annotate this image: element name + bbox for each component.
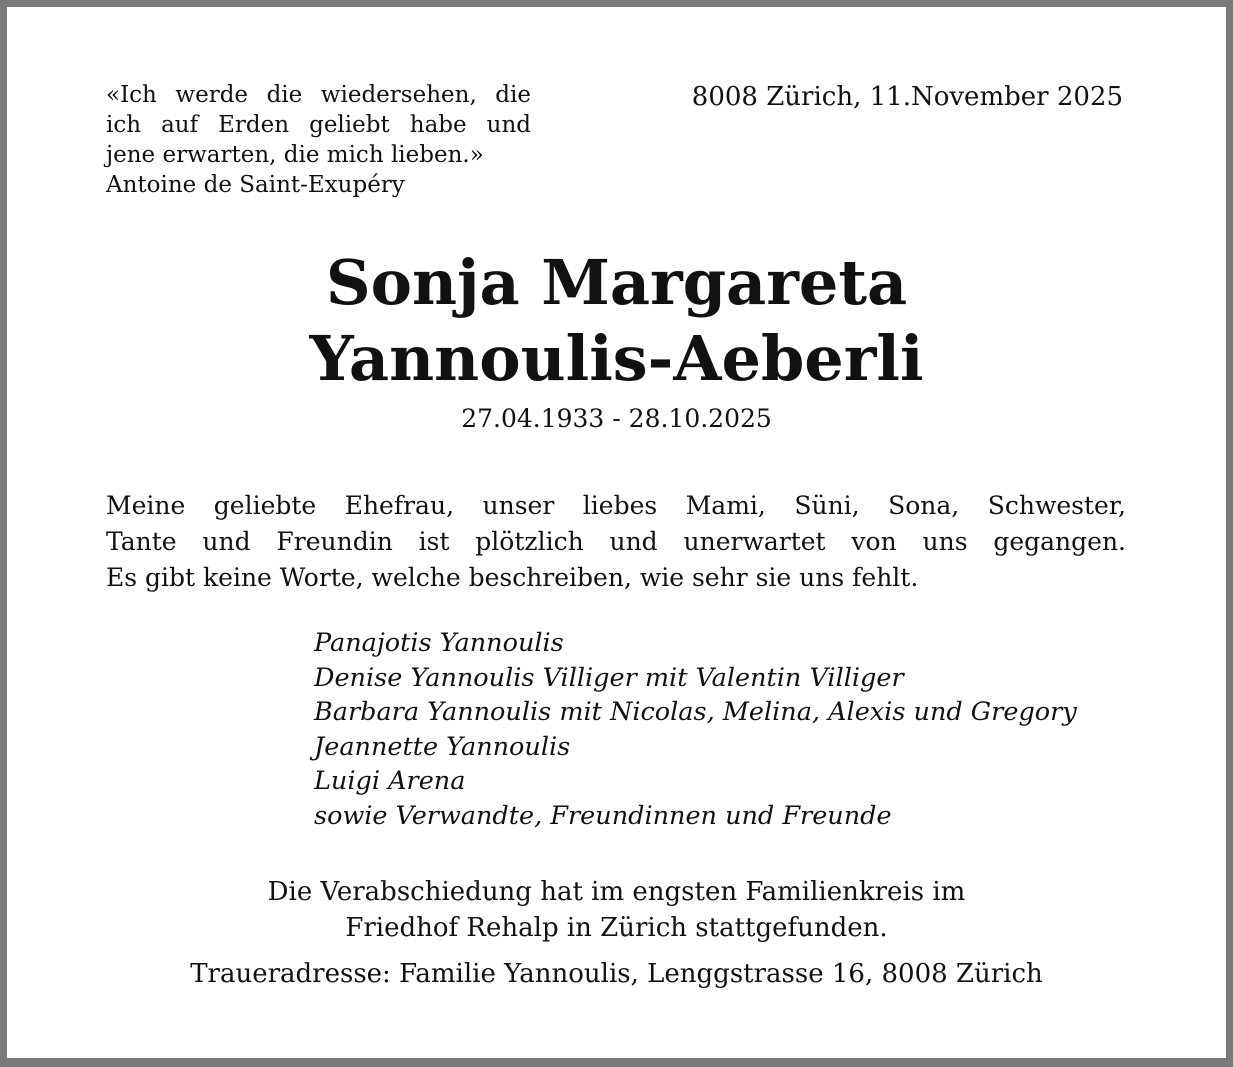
mourner: Luigi Arena [314, 766, 466, 796]
mourner: Jeannette Yannoulis [314, 731, 571, 762]
name-line-2: Yannoulis-Aeberli [309, 322, 924, 395]
deceased-name [0, 245, 1233, 397]
mourners-list [314, 626, 1077, 833]
body-line: Es gibt keine Worte, welche beschreiben, wie sehr sie uns fehlt. [106, 563, 919, 592]
name-line-1: Sonja Margareta [325, 246, 908, 319]
mourning-address: Traueradresse: Familie Yannoulis, Lenggstrasse 16, 8008 Zürich [190, 959, 1043, 989]
farewell-line-1: Die Verabschiedung hat im engsten Familienkreis im [267, 877, 966, 907]
quote-author: Antoine de Saint-Exupéry [106, 172, 405, 198]
quote-line: jene erwarten, die mich lieben.» [106, 142, 484, 168]
body-text [106, 488, 1126, 596]
farewell-note [0, 874, 1233, 946]
quote-line: «Ich werde die wiedersehen, die [106, 82, 531, 108]
quote-line: ich auf Erden geliebt habe und [106, 112, 531, 138]
body-line: Tante und Freundin ist plötzlich und unerwartet von uns gegangen. [106, 527, 1126, 556]
mourner: Barbara Yannoulis mit Nicolas, Melina, Alexis und Gregory [314, 697, 1077, 727]
mourner: Denise Yannoulis Villiger mit Valentin Villiger [314, 662, 904, 693]
place-date: 8008 Zürich, 11.November 2025 [691, 82, 1123, 112]
mourner: Panajotis Yannoulis [314, 628, 564, 658]
life-dates: 27.04.1933 - 28.10.2025 [461, 404, 772, 433]
farewell-line-2: Friedhof Rehalp in Zürich stattgefunden. [345, 913, 888, 943]
quote [106, 80, 531, 200]
body-line: Meine geliebte Ehefrau, unser liebes Mami, Süni, Sona, Schwester, [106, 491, 1126, 520]
mourner: sowie Verwandte, Freundinnen und Freunde [314, 800, 892, 831]
